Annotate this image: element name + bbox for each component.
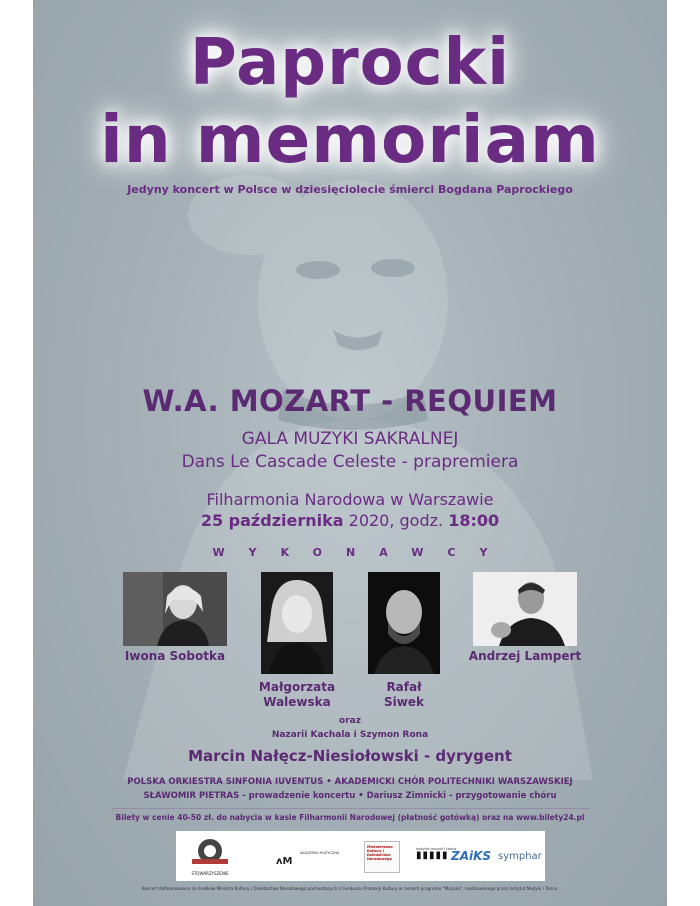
concert-poster	[33, 0, 667, 906]
imit-logo: instytut muzyki i tańca ▮▮▮▮▮	[416, 847, 466, 861]
divider	[111, 808, 589, 809]
akademia-logo-text: AKADEMIA MUZYCZNA	[300, 851, 340, 855]
performer-last-name: Siwek	[384, 695, 424, 709]
performer-photo	[473, 572, 577, 646]
ensemble-line: POLSKA ORKIESTRA SINFONIA IUVENTUS • AKADEMICKI CHÓR POLITECHNIKI WARSZAWSKIEJ	[127, 777, 573, 787]
akademia-muzyczna-logo: ᴧM AKADEMIA MUZYCZNA	[276, 849, 346, 868]
performer-photo	[368, 572, 440, 674]
performer-last-name: Walewska	[263, 695, 331, 709]
performer-photo	[261, 572, 333, 674]
guest-performers: Nazarii Kachala i Szymon Rona	[271, 730, 429, 740]
ministry-culture-logo	[364, 841, 400, 873]
stowarzyszenie-logo	[190, 837, 230, 877]
venue: Filharmonia Narodowa w Warszawie	[206, 490, 494, 509]
date-day: 25 października	[200, 511, 344, 530]
zaiks-logo: ZAiKS	[451, 849, 492, 863]
performer-first-name: Małgorzata	[258, 680, 336, 694]
credits-line: SŁAWOMIR PIETRAS - prowadzenie koncertu • Dariusz Zimnicki - przygotowanie chóru	[143, 791, 557, 801]
poster-subtitle: Jedyny koncert w Polsce w dziesięciolecie śmierci Bogdana Paprockiego	[127, 183, 573, 196]
event-date	[33, 511, 667, 530]
performer-first-name: Rafał	[386, 680, 422, 694]
performer-name	[363, 680, 445, 710]
conductor: Marcin Nałęcz-Niesiołowski - dyrygent	[188, 747, 512, 765]
performer-photo	[123, 572, 227, 646]
piece-title: W.A. MOZART - REQUIEM	[142, 384, 558, 418]
funding-footnote: Koncert dofinansowano ze środków Ministra Kultury i Dziedzictwa Narodowego pochodzących z Funduszu Promocji Kultury w ramach programu "Muzyka", realizowanego przez Instytut Muzyki i Tańca.	[141, 886, 559, 891]
date-time: 18:00	[448, 511, 500, 530]
poster-title-line2: in memoriam	[100, 101, 600, 178]
symphar-logo: symphar	[498, 851, 542, 862]
sponsor-logos-bar	[176, 831, 545, 881]
performer-name: Andrzej Lampert	[468, 649, 582, 663]
date-year: 2020, godz.	[343, 511, 449, 530]
performer-name: Iwona Sobotka	[124, 649, 226, 663]
gala-title: GALA MUZYKI SAKRALNEJ	[241, 429, 459, 449]
ticket-info: Bilety w cenie 40-50 zł. do nabycia w kasie Filharmonii Narodowej (płatność gotówką) oraz na www.bilety24.pl	[115, 813, 585, 822]
and-label: oraz	[339, 716, 361, 726]
imit-logo-text: instytut muzyki i tańca	[416, 847, 457, 851]
poster-title-line1: Paprocki	[189, 26, 511, 100]
performer-name	[253, 680, 341, 710]
ministry-logo-text: Ministerstwo Kultury i Dziedzictwa Narodowego	[367, 845, 393, 861]
performers-heading: WYKONAWCY	[212, 546, 512, 559]
premiere-title: Dans Le Cascade Celeste - prapremiera	[181, 452, 519, 472]
stowarzyszenie-logo-text: STOWARZYSZENIE	[191, 871, 229, 876]
